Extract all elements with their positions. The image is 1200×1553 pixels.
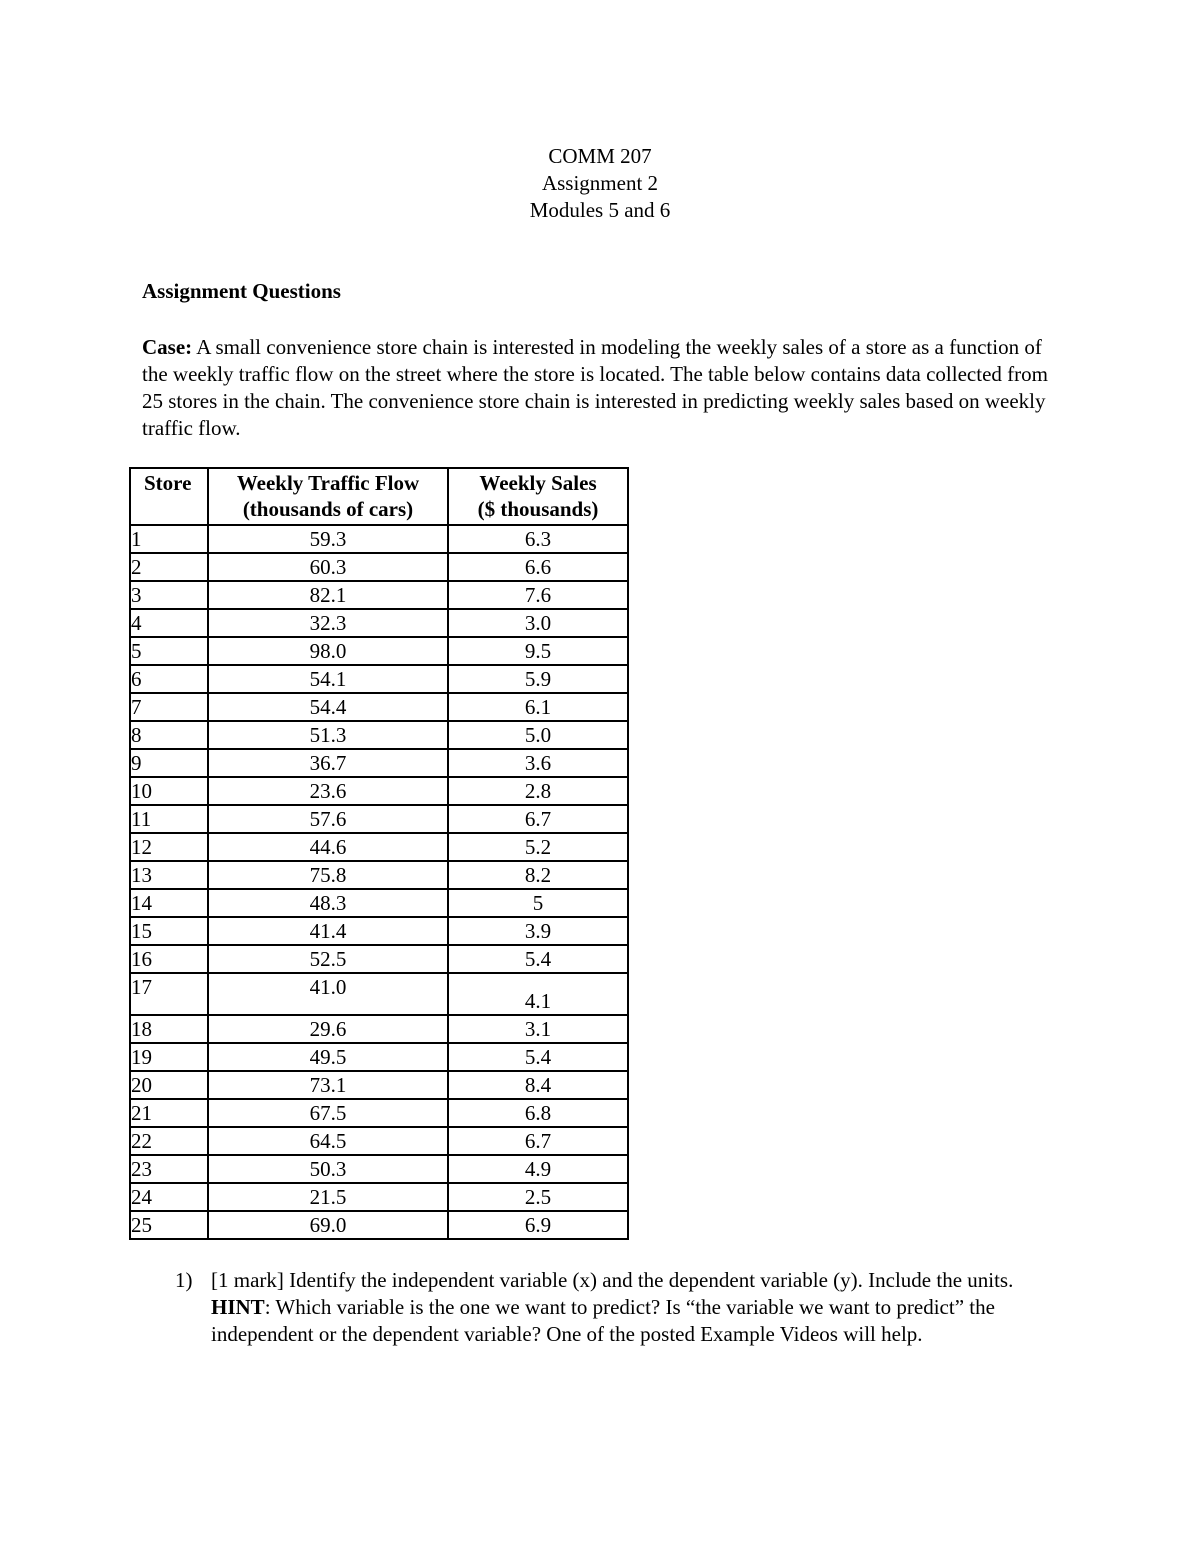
header-store: Store xyxy=(130,468,208,525)
table-row xyxy=(130,1183,628,1211)
traffic-flow-cell: 32.3 xyxy=(208,609,448,637)
store-cell: 19 xyxy=(130,1043,208,1071)
table-row xyxy=(130,1071,628,1099)
header-traffic-flow xyxy=(208,468,448,525)
data-table xyxy=(129,467,629,1240)
traffic-flow-cell: 29.6 xyxy=(208,1015,448,1043)
header-weekly-sales xyxy=(448,468,628,525)
traffic-flow-cell: 75.8 xyxy=(208,861,448,889)
course-code: COMM 207 xyxy=(548,144,652,168)
weekly-sales-cell: 8.4 xyxy=(448,1071,628,1099)
store-cell: 5 xyxy=(130,637,208,665)
table-row xyxy=(130,1127,628,1155)
table-row xyxy=(130,553,628,581)
table-row xyxy=(130,1099,628,1127)
traffic-flow-cell: 54.4 xyxy=(208,693,448,721)
store-cell: 13 xyxy=(130,861,208,889)
traffic-flow-cell: 51.3 xyxy=(208,721,448,749)
traffic-flow-cell: 41.4 xyxy=(208,917,448,945)
header-weekly-sales-line1: Weekly Sales xyxy=(479,471,597,495)
assignment-title: Assignment 2 xyxy=(541,171,659,195)
weekly-sales-cell: 5.4 xyxy=(448,945,628,973)
weekly-sales-cell: 7.6 xyxy=(448,581,628,609)
store-cell: 20 xyxy=(130,1071,208,1099)
traffic-flow-cell: 41.0 xyxy=(208,973,448,1015)
traffic-flow-cell: 52.5 xyxy=(208,945,448,973)
weekly-sales-cell: 8.2 xyxy=(448,861,628,889)
traffic-flow-cell: 67.5 xyxy=(208,1099,448,1127)
store-cell: 25 xyxy=(130,1211,208,1239)
traffic-flow-cell: 50.3 xyxy=(208,1155,448,1183)
weekly-sales-cell: 6.7 xyxy=(448,1127,628,1155)
weekly-sales-cell: 9.5 xyxy=(448,637,628,665)
table-row xyxy=(130,525,628,553)
question-text-part1: [1 mark] Identify the independent variable (x) and the dependent variable (y). Include the units. xyxy=(211,1268,1014,1292)
table-body xyxy=(130,525,628,1239)
traffic-flow-cell: 59.3 xyxy=(208,525,448,553)
table-row xyxy=(130,1211,628,1239)
case-paragraph xyxy=(142,334,1062,442)
store-cell: 1 xyxy=(130,525,208,553)
table-row xyxy=(130,609,628,637)
weekly-sales-cell: 6.3 xyxy=(448,525,628,553)
header-traffic-flow-line2: (thousands of cars) xyxy=(242,497,414,521)
traffic-flow-cell: 57.6 xyxy=(208,805,448,833)
weekly-sales-cell: 6.7 xyxy=(448,805,628,833)
traffic-flow-cell: 36.7 xyxy=(208,749,448,777)
section-heading: Assignment Questions xyxy=(142,279,341,303)
weekly-sales-cell: 3.1 xyxy=(448,1015,628,1043)
traffic-flow-cell: 48.3 xyxy=(208,889,448,917)
weekly-sales-cell: 2.8 xyxy=(448,777,628,805)
store-cell: 6 xyxy=(130,665,208,693)
weekly-sales-cell: 3.0 xyxy=(448,609,628,637)
store-cell: 21 xyxy=(130,1099,208,1127)
traffic-flow-cell: 82.1 xyxy=(208,581,448,609)
header-weekly-sales-line2: ($ thousands) xyxy=(477,497,599,521)
table-row xyxy=(130,637,628,665)
weekly-sales-cell: 5.2 xyxy=(448,833,628,861)
weekly-sales-cell: 3.6 xyxy=(448,749,628,777)
table-row xyxy=(130,833,628,861)
traffic-flow-cell: 54.1 xyxy=(208,665,448,693)
table-row xyxy=(130,693,628,721)
store-cell: 14 xyxy=(130,889,208,917)
table-row xyxy=(130,1043,628,1071)
table-row xyxy=(130,1015,628,1043)
weekly-sales-cell: 3.9 xyxy=(448,917,628,945)
store-cell: 9 xyxy=(130,749,208,777)
traffic-flow-cell: 60.3 xyxy=(208,553,448,581)
weekly-sales-cell: 5.0 xyxy=(448,721,628,749)
hint-label: HINT xyxy=(211,1295,265,1319)
store-cell: 10 xyxy=(130,777,208,805)
store-cell: 12 xyxy=(130,833,208,861)
store-cell: 16 xyxy=(130,945,208,973)
table-row xyxy=(130,861,628,889)
question-text xyxy=(211,1267,1065,1348)
store-cell: 2 xyxy=(130,553,208,581)
case-label: Case: xyxy=(142,335,193,359)
store-cell: 8 xyxy=(130,721,208,749)
store-cell: 11 xyxy=(130,805,208,833)
traffic-flow-cell: 73.1 xyxy=(208,1071,448,1099)
traffic-flow-cell: 98.0 xyxy=(208,637,448,665)
weekly-sales-cell: 4.9 xyxy=(448,1155,628,1183)
traffic-flow-cell: 64.5 xyxy=(208,1127,448,1155)
table-row xyxy=(130,721,628,749)
store-cell: 7 xyxy=(130,693,208,721)
table-row xyxy=(130,777,628,805)
store-cell: 18 xyxy=(130,1015,208,1043)
weekly-sales-cell: 4.1 xyxy=(448,973,628,1015)
store-cell: 4 xyxy=(130,609,208,637)
table-row xyxy=(130,945,628,973)
table-row xyxy=(130,805,628,833)
traffic-flow-cell: 44.6 xyxy=(208,833,448,861)
table-header-row xyxy=(130,468,628,525)
weekly-sales-cell: 6.8 xyxy=(448,1099,628,1127)
traffic-flow-cell: 23.6 xyxy=(208,777,448,805)
table-row xyxy=(130,973,628,1015)
table-row xyxy=(130,1155,628,1183)
weekly-sales-cell: 5.9 xyxy=(448,665,628,693)
store-cell: 17 xyxy=(130,973,208,1015)
table-row xyxy=(130,889,628,917)
table-row xyxy=(130,581,628,609)
question-number: 1) xyxy=(175,1268,193,1292)
case-text: A small convenience store chain is interested in modeling the weekly sales of a store as a function of the weekly traffic flow on the street where the store is located. The table below contains data collected from 25 stores in the chain. The convenience store chain is interested in predicting weekly sales based on weekly traffic flow. xyxy=(142,335,1048,440)
weekly-sales-cell: 5.4 xyxy=(448,1043,628,1071)
question-1 xyxy=(175,1267,1065,1348)
store-cell: 22 xyxy=(130,1127,208,1155)
weekly-sales-cell: 6.9 xyxy=(448,1211,628,1239)
traffic-flow-cell: 49.5 xyxy=(208,1043,448,1071)
traffic-flow-cell: 21.5 xyxy=(208,1183,448,1211)
table-row xyxy=(130,665,628,693)
weekly-sales-cell: 2.5 xyxy=(448,1183,628,1211)
table-row xyxy=(130,917,628,945)
weekly-sales-cell: 6.6 xyxy=(448,553,628,581)
store-cell: 23 xyxy=(130,1155,208,1183)
question-text-part2: : Which variable is the one we want to predict? Is “the variable we want to predict” the independent or the dependent variable? One of the posted Example Videos will help. xyxy=(211,1295,995,1346)
weekly-sales-cell: 6.1 xyxy=(448,693,628,721)
table-row xyxy=(130,749,628,777)
header-traffic-flow-line1: Weekly Traffic Flow xyxy=(236,471,420,495)
weekly-sales-cell: 5 xyxy=(448,889,628,917)
modules-line: Modules 5 and 6 xyxy=(529,198,671,222)
traffic-flow-cell: 69.0 xyxy=(208,1211,448,1239)
store-cell: 3 xyxy=(130,581,208,609)
document-header xyxy=(0,143,1200,224)
store-cell: 24 xyxy=(130,1183,208,1211)
store-cell: 15 xyxy=(130,917,208,945)
